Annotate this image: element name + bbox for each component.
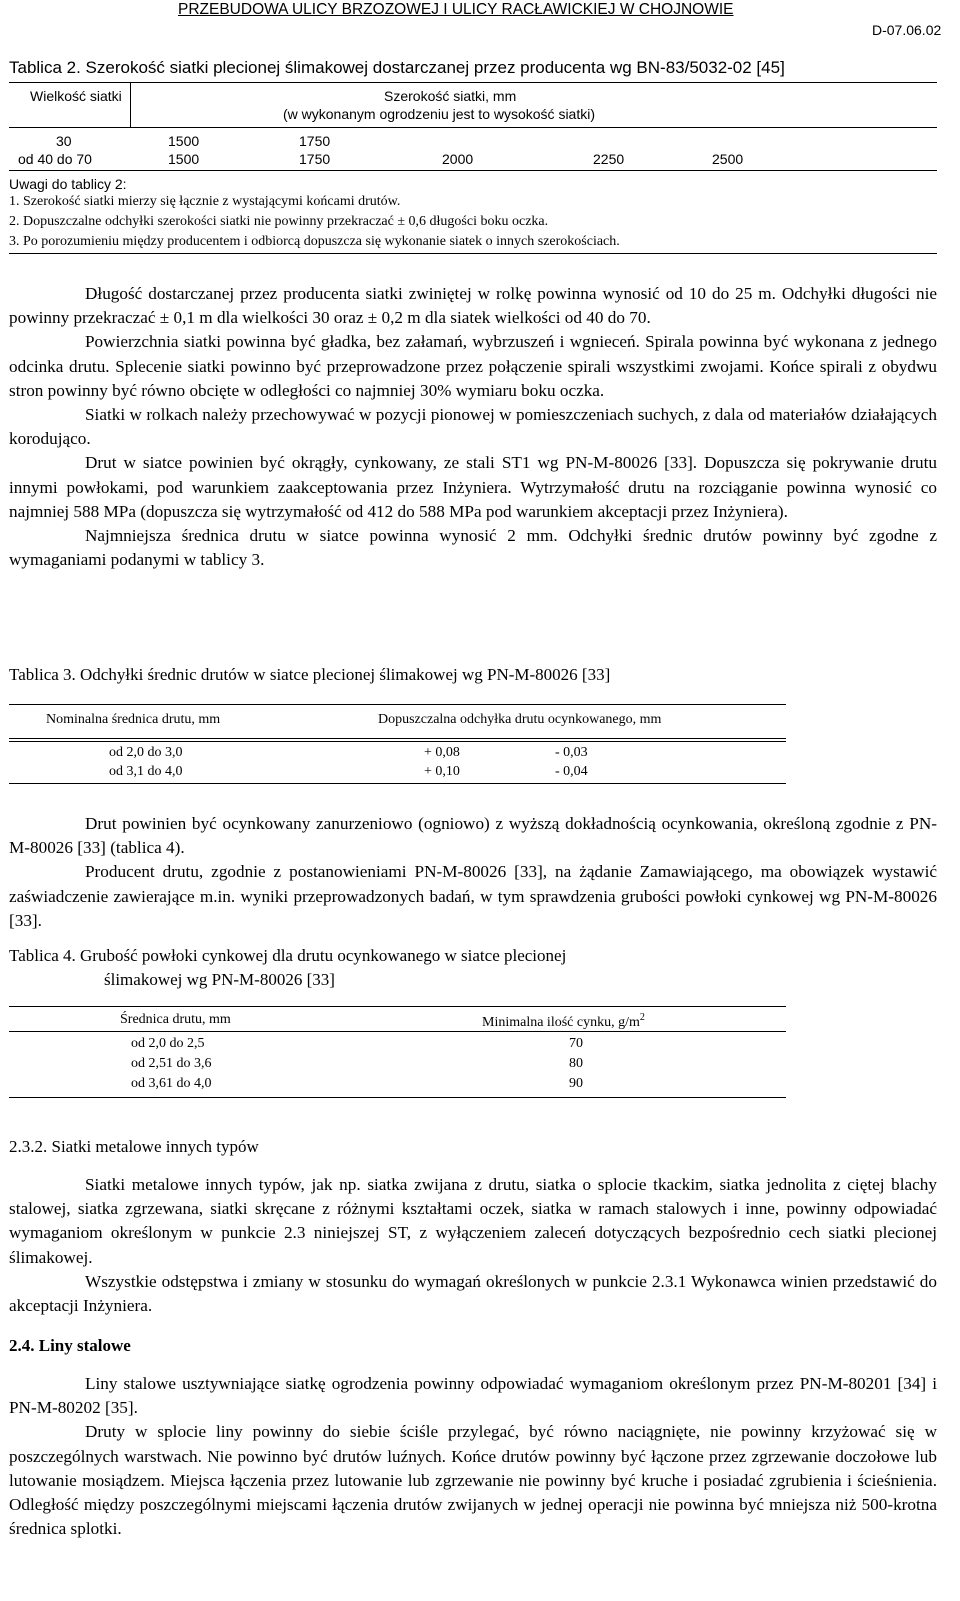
table4-row1-zinc: 70 — [569, 1036, 583, 1051]
table3-header-rule-double — [9, 741, 786, 742]
document-header-title: PRZEBUDOWA ULICY BRZOZOWEJ I ULICY RACŁAWICKIEJ W CHOJNOWIE — [178, 1, 734, 18]
note-text: Dopuszczalne odchyłki szerokości siatki nie powinny przekraczać ± 0,6 długości boku oczka. — [23, 214, 549, 229]
table3-header-rule — [9, 738, 786, 739]
table2-row2-size: od 40 do 70 — [18, 151, 92, 167]
table3-row1-diameter: od 2,0 do 3,0 — [109, 745, 183, 760]
note-text: Po porozumieniu między producentem i odbiorcą dopuszcza się wykonanie siatek o innych szerokościach. — [23, 234, 620, 249]
note-number: 3. — [9, 234, 20, 249]
table2-header-rule — [9, 127, 937, 128]
table2-col1-header: Wielkość siatki — [30, 88, 122, 104]
table4-caption-line1: Tablica 4. Grubość powłoki cynkowej dla drutu ocynkowanego w siatce plecionej — [9, 946, 567, 965]
paragraph: Siatki metalowe innych typów, jak np. siatka zwijana z drutu, siatka o splocie tkackim, siatka jednolita z ciętej blachy stalowej, siatka zgrzewana, siatki skręcane z różnymi kształtami oczek, siatka w ramach stalowych i inne, powinny odpowiadać wymaganiom określonym w punkcie 2.3 niniejszej ST, z wyłączeniem zaleceń dotyczących bezpośrednio cech siatki plecionej ślimakowej. — [9, 1175, 937, 1267]
note-number: 2. — [9, 214, 20, 229]
note-number: 1. — [9, 194, 20, 209]
table3-col2-header: Dopuszczalna odchyłka drutu ocynkowanego, mm — [378, 712, 662, 727]
document-code: D-07.06.02 — [872, 22, 942, 38]
table2-row1-size: 30 — [56, 133, 72, 149]
section-24-body — [9, 1372, 937, 1541]
paragraph: Powierzchnia siatki powinna być gładka, bez załamań, wybrzuszeń i wgnieceń. Spirala powinna być wykonana z jednego odcinka drutu. Splecenie siatki powinno być przeprowadzone przez połączenie spirali wszystkimi zwojami. Końce spirali z obydwu stron powinny być równo obcięte w odległości co najmniej 30% wymiaru boku oczka. — [9, 332, 937, 400]
body-text-block-1 — [9, 282, 937, 572]
paragraph: Drut w siatce powinien być okrągły, cynkowany, ze stali ST1 wg PN-M-80026 [33]. Dopuszcza się pokrywanie drutu innymi powłokami, pod warunkiem zaakceptowania przez Inżyniera. Wytrzymałość drutu na rozciąganie powinna wynosić co najmniej 588 MPa (dopuszcza się wytrzymałość od 412 do 588 MPa pod warunkiem akceptacji przez Inżyniera). — [9, 453, 937, 521]
paragraph: Siatki w rolkach należy przechowywać w pozycji pionowej w pomieszczeniach suchych, z dala od materiałów działających korodująco. — [9, 405, 937, 449]
table2-col2-subheader: (w wykonanym ogrodzeniu jest to wysokość siatki) — [283, 106, 596, 122]
table2-notes-title: Uwagi do tablicy 2: — [9, 176, 127, 192]
table3-row2-plus: + 0,10 — [424, 764, 460, 779]
paragraph: Najmniejsza średnica drutu w siatce powinna wynosić 2 mm. Odchyłki średnic drutów powinny być zgodne z wymaganiami podanymi w tablicy 3. — [9, 526, 937, 570]
table3-bottom-rule — [9, 783, 786, 784]
table4-caption-line2: ślimakowej wg PN-M-80026 [33] — [104, 970, 335, 989]
body-text-block-2 — [9, 812, 937, 933]
table2-column-divider — [130, 82, 131, 128]
table3-row1-minus: - 0,03 — [555, 745, 588, 760]
table4-col2-header: Minimalna ilość cynku, $g/m^2$ — [482, 1012, 645, 1030]
table2-row1-v1: 1500 — [168, 133, 200, 149]
table2-caption: Tablica 2. Szerokość siatki plecionej ślimakowej dostarczanej przez producenta wg BN-83/5032-02 [45] — [9, 58, 785, 77]
table3-row2-minus: - 0,04 — [555, 764, 588, 779]
table3-row2-diameter: od 3,1 do 4,0 — [109, 764, 183, 779]
table2-row2-v2: 1750 — [299, 151, 331, 167]
section-232-heading: 2.3.2. Siatki metalowe innych typów — [9, 1137, 259, 1156]
table3-top-rule — [9, 704, 786, 705]
table4-row3-zinc: 90 — [569, 1076, 583, 1091]
paragraph: Wszystkie odstępstwa i zmiany w stosunku do wymagań określonych w punkcie 2.3.1 Wykonawca winien przedstawić do akceptacji Inżyniera. — [9, 1271, 937, 1316]
notes-bottom-rule — [9, 253, 937, 254]
paragraph: Drut powinien być ocynkowany zanurzeniowo (ogniowo) z wyższą dokładnością ocynkowania, określoną zgodnie z PN-M-80026 [33] (tablica 4). — [9, 814, 937, 858]
paragraph: Producent drutu, zgodnie z postanowieniami PN-M-80026 [33], na żądanie Zamawiającego, ma obowiązek wystawić zaświadczenie zawierające m.in. wyniki przeprowadzonych badań, w tym sprawdzenia grubości powłoki cynkowej wg PN-M-80026 [33]. — [9, 862, 937, 930]
table2-row2-v3: 2000 — [442, 151, 474, 167]
table2-bottom-rule — [9, 170, 937, 171]
table3-col1-header: Nominalna średnica drutu, mm — [46, 712, 221, 727]
section-232-body — [9, 1173, 937, 1318]
paragraph: Druty w splocie liny powinny do siebie ściśle przylegać, być równo naciągnięte, nie powinny krzyżować się w poszczególnych warstwach. Nie powinno być drutów luźnych. Końce drutów powinny być łączone przez zgrzewanie doczołowe lub lutowanie mosiądzem. Miejsca łączenia przez lutowanie lub zgrzewanie nie powinny być kruche i posiadać zgrubienia i ścieśnienia. Odległość między poszczególnymi miejscami łączenia drutów zwijanych w jednej operacji nie powinna być mniejsza niż 500-krotna średnica splotki. — [9, 1422, 937, 1539]
table3-caption: Tablica 3. Odchyłki średnic drutów w siatce plecionej ślimakowej wg PN-M-80026 [33] — [9, 665, 611, 684]
table2-col2-header: Szerokość siatki, mm — [384, 88, 517, 104]
table2-row2-v5: 2500 — [712, 151, 744, 167]
table2-top-rule — [9, 82, 937, 83]
table4-header-rule — [9, 1031, 786, 1032]
table2-row2-v1: 1500 — [168, 151, 200, 167]
table2-row2-v4: 2250 — [593, 151, 625, 167]
table4-row2-zinc: 80 — [569, 1056, 583, 1071]
paragraph: Liny stalowe usztywniające siatkę ogrodzenia powinny odpowiadać wymaganiom określonym przez PN-M-80201 [34] i PN-M-80202 [35]. — [9, 1374, 937, 1418]
table4-row2-diameter: od 2,51 do 3,6 — [131, 1056, 212, 1071]
table4-row3-diameter: od 3,61 do 4,0 — [131, 1076, 212, 1091]
section-24-heading: 2.4. Liny stalowe — [9, 1336, 131, 1355]
table4-col1-header: Średnica drutu, mm — [120, 1012, 231, 1027]
table4-row1-diameter: od 2,0 do 2,5 — [131, 1036, 205, 1051]
table4-bottom-rule — [9, 1097, 786, 1098]
note-text: Szerokość siatki mierzy się łącznie z wystającymi końcami drutów. — [23, 194, 401, 209]
table3-row1-plus: + 0,08 — [424, 745, 460, 760]
table2-row1-v2: 1750 — [299, 133, 331, 149]
table4-top-rule — [9, 1006, 786, 1007]
paragraph: Długość dostarczanej przez producenta siatki zwiniętej w rolkę powinna wynosić od 10 do 25 m. Odchyłki długości nie powinny przekraczać ± 0,1 m dla wielkości 30 oraz ± 0,2 m dla siatek wielkości od 40 do 70. — [9, 284, 937, 328]
